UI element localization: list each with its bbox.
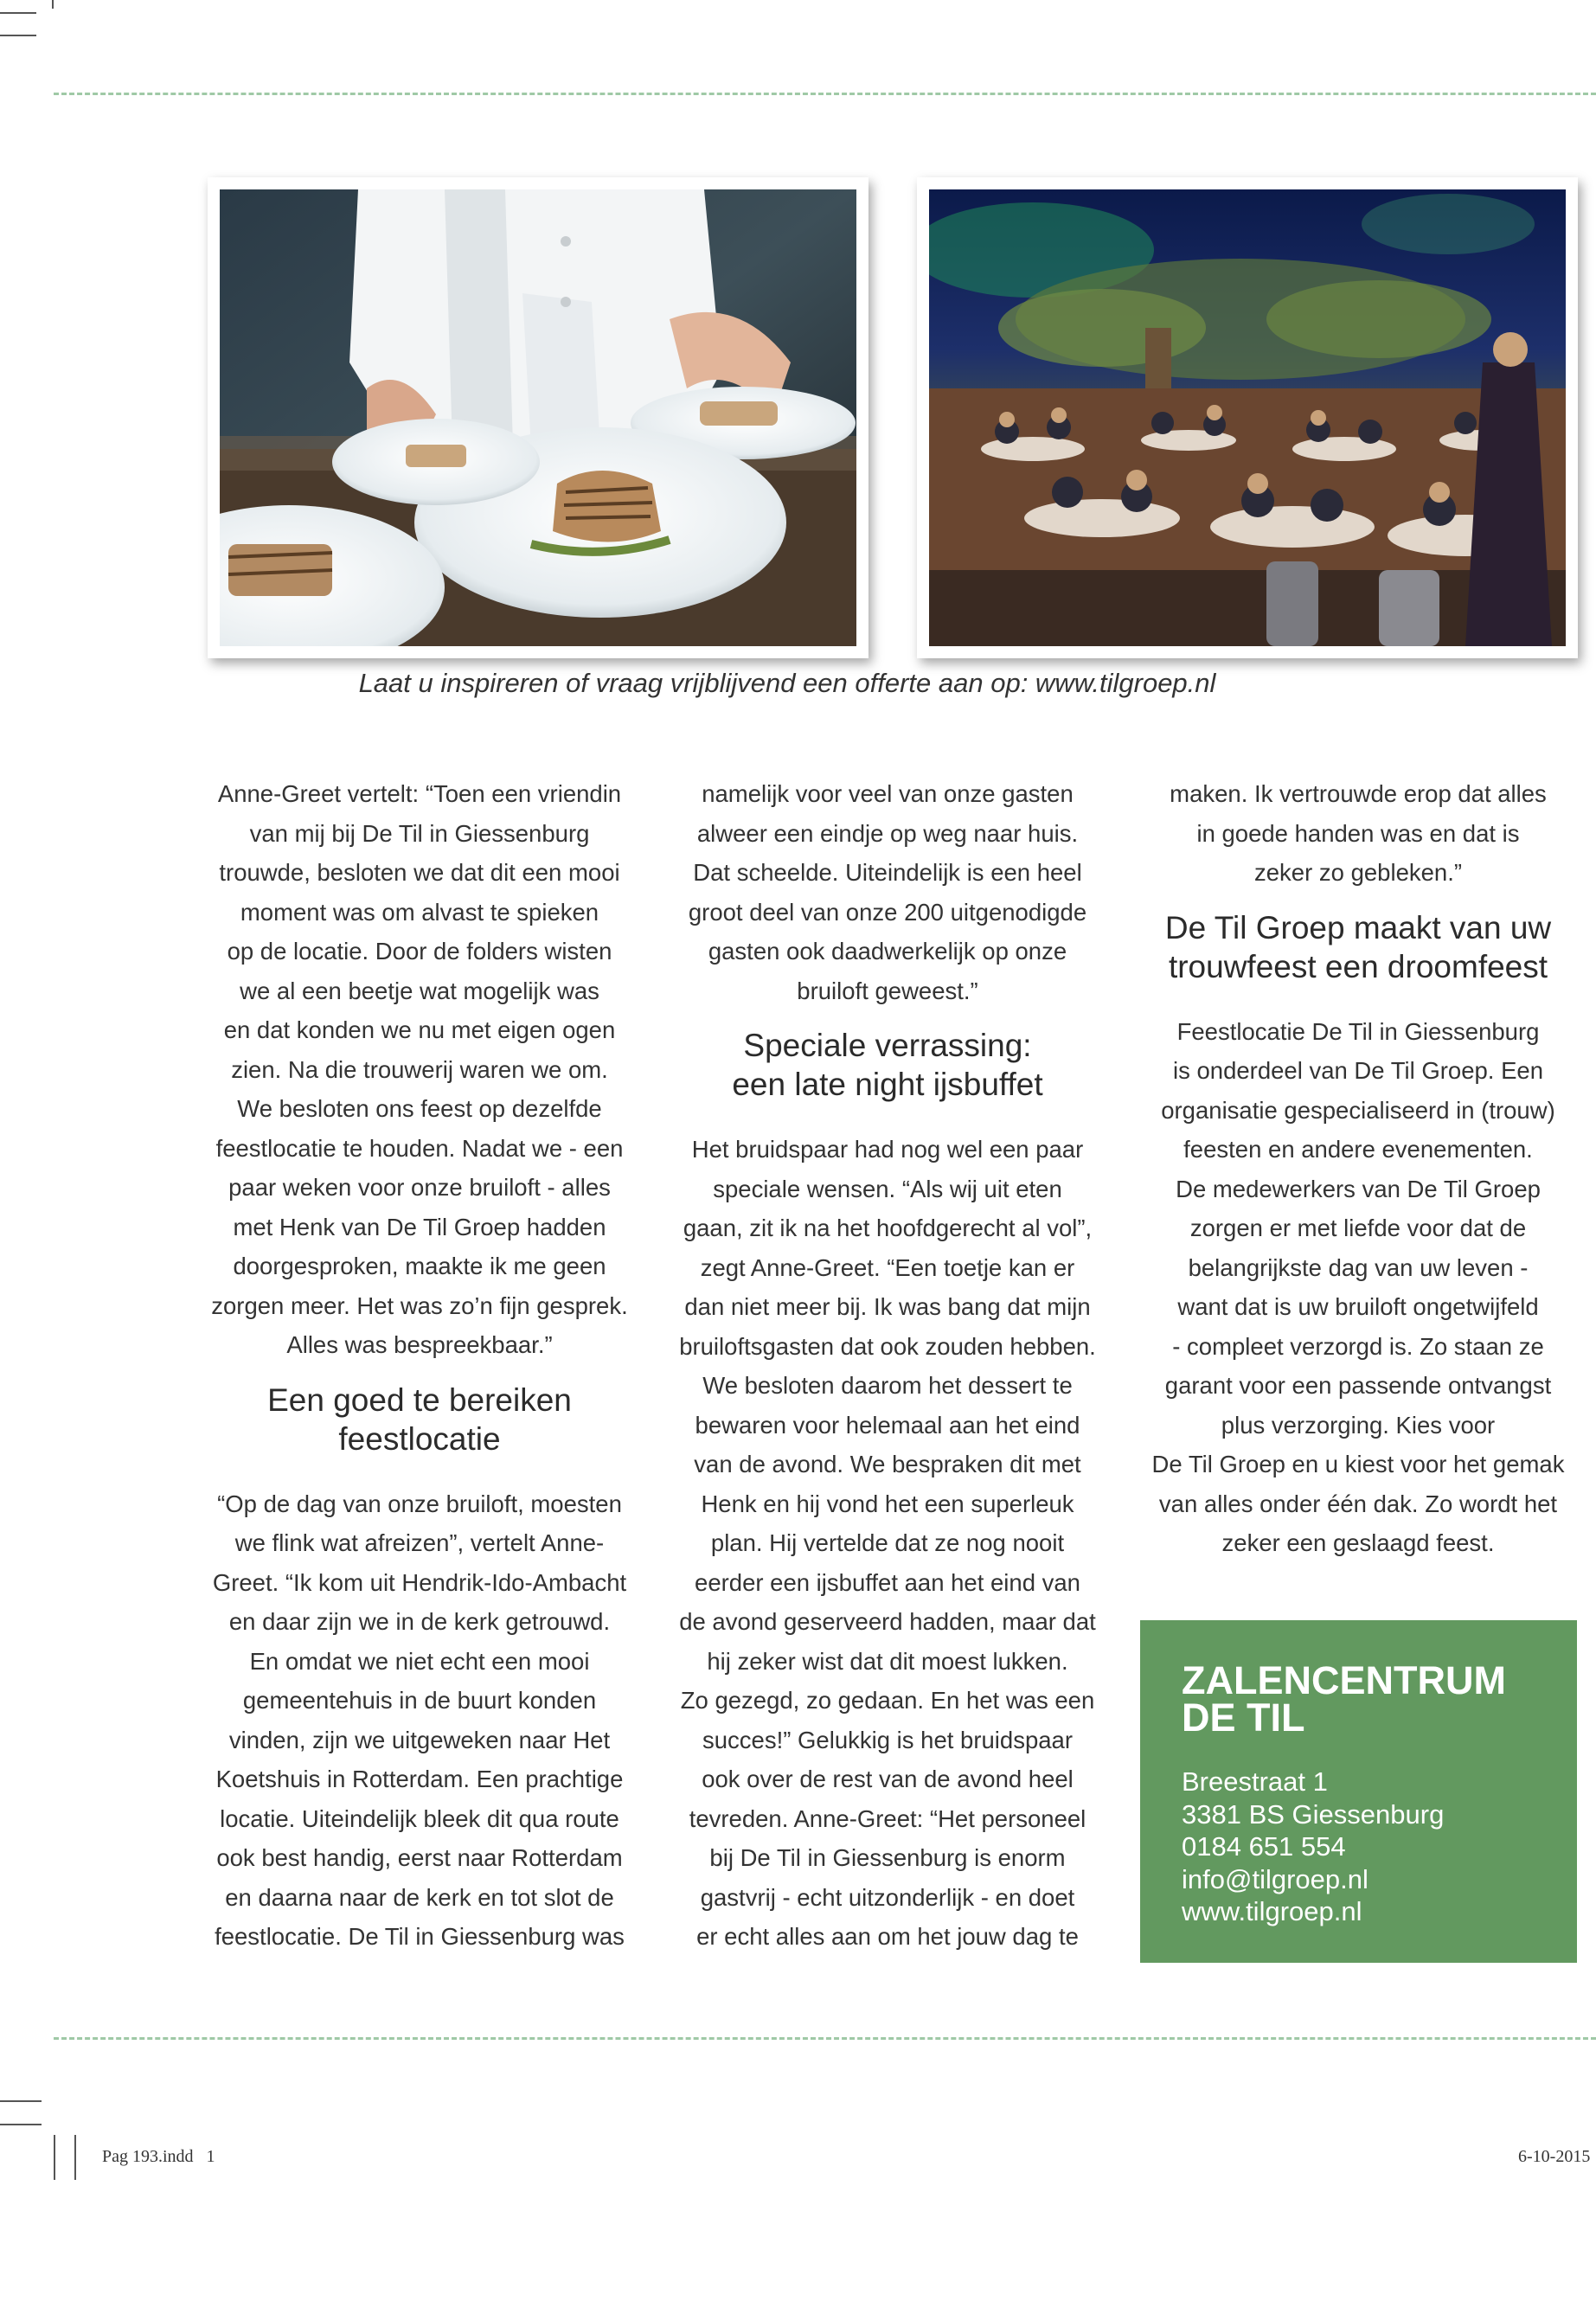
crop-mark xyxy=(0,2100,42,2102)
crop-mark xyxy=(0,2124,42,2125)
column2-heading: Speciale verrassing: een late night ijsbuffet xyxy=(732,1028,1043,1102)
column1-heading: Een goed te bereiken feestlocatie xyxy=(267,1381,572,1457)
article-column-2 xyxy=(663,774,1112,1957)
photo-caption: Laat u inspireren of vraag vrijblijvend een offerte aan op: www.tilgroep.nl xyxy=(358,668,1216,698)
crop-mark xyxy=(52,0,54,9)
crop-mark xyxy=(0,35,36,36)
crop-mark xyxy=(54,2135,55,2180)
crop-mark xyxy=(74,2135,76,2180)
column1-paragraph-1: Anne-Greet vertelt: “Toen een vriendin van mij bij De Til in Giessenburg trouwde, besloten we dat dit een mooi moment was om alvast te spieken op de locatie. Door de folders wisten we al een beetje wat mogelijk was en dat konden we nu met eigen ogen zien. Na die trouwerij waren we om. We besloten ons feest op dezelfde feestlocatie te houden. Nadat we - een paar weken voor onze bruiloft - alles met Henk van De Til Groep hadden doorgesproken, maakte ik me geen zorgen meer. Het was zo’n fijn gesprek. Alles was bespreekbaar.” xyxy=(211,780,628,1358)
column3-heading: De Til Groep maakt van uw trouwfeest een droomfeest xyxy=(1164,909,1552,984)
contact-street: Breestraat 1 xyxy=(1182,1766,1328,1797)
photo-chef-plating xyxy=(208,177,869,658)
bottom-dashed-rule xyxy=(54,2037,1596,2040)
top-dashed-rule xyxy=(54,93,1596,95)
footer-date: 6-10-2015 xyxy=(1518,2147,1591,2166)
contact-box xyxy=(1140,1620,1577,1963)
article-column-1 xyxy=(195,774,644,1957)
column3-paragraph-2: Feestlocatie De Til in Giessenburg is onderdeel van De Til Groep. Een organisatie gespecialiseerd in (trouw) feesten en andere evenementen. De medewerkers van De Til Groep zorgen er met liefde voor dat de belangrijkste dag van uw leven - want dat is uw bruiloft ongetwijfeld - compleet verzorgd is. Zo staan ze garant voor een passende ontvangst plus verzorging. Kies voor De Til Groep en u kiest voor het gemak van alles onder één dak. Zo wordt het zeker een geslaagd feest. xyxy=(1151,1017,1565,1556)
contact-details xyxy=(1182,1766,1444,1928)
column1-paragraph-2: “Op de dag van onze bruiloft, moesten we flink wat afreizen”, vertelt Anne- Greet. “Ik kom uit Hendrik-Ido-Ambacht en daar zijn we in de kerk getrouwd. En omdat we niet echt een mooi gemeentehuis in de buurt konden vinden, zijn we uitgeweken naar Het Koetshuis in Rotterdam. Een prachtige locatie. Uiteindelijk bleek dit qua route ook best handig, eerst naar Rotterdam en daarna naar de kerk en tot slot de feestlocatie. De Til in Giessenburg was xyxy=(212,1490,627,1950)
column2-paragraph-1: namelijk voor veel van onze gasten alweer een eindje op weg naar huis. Dat scheelde. Uiteindelijk is een heel groot deel van onze 200 uitgenodigde gasten ook daadwerkelijk op onze bruiloft geweest.” xyxy=(688,780,1087,1004)
contact-box-title: ZALENCENTRUM DE TIL xyxy=(1182,1658,1506,1740)
footer-filename: Pag 193.indd 1 xyxy=(102,2147,215,2166)
column3-paragraph-1: maken. Ik vertrouwde erop dat alles in goede handen was en dat is zeker zo gebleken.” xyxy=(1170,780,1547,886)
contact-phone: 0184 651 554 xyxy=(1182,1831,1346,1862)
contact-website[interactable]: www.tilgroep.nl xyxy=(1182,1896,1362,1926)
banquet-hall-image xyxy=(929,189,1566,646)
contact-city: 3381 BS Giessenburg xyxy=(1182,1798,1445,1830)
contact-email[interactable]: info@tilgroep.nl xyxy=(1182,1863,1368,1894)
chef-plating-image xyxy=(220,189,856,646)
crop-mark xyxy=(0,12,36,14)
column2-paragraph-2: Het bruidspaar had nog wel een paar speciale wensen. “Als wij uit eten gaan, zit ik na het hoofdgerecht al vol”, zegt Anne-Greet. “Een toetje kan er dan niet meer bij. Ik was bang dat mijn bruiloftsgasten dat ook zouden hebben. We besloten daarom het dessert te bewaren voor helemaal aan het eind van de avond. We bespraken dit met Henk en hij vond het een superleuk plan. Hij vertelde dat ze nog nooit eerder een ijsbuffet aan het eind van de avond geserveerd hadden, maar dat hij zeker wist dat dit moest lukken. Zo gezegd, zo gedaan. En het was een succes!” Gelukkig is het bruidspaar ook over de rest van de avond heel tevreden. Anne-Greet: “Het personeel bij De Til in Giessenburg is enorm gastvrij - echt uitzonderlijk - en doet er echt alles aan om het jouw dag te xyxy=(679,1136,1096,1950)
article-column-3 xyxy=(1133,774,1583,1563)
photo-banquet-hall xyxy=(917,177,1578,658)
